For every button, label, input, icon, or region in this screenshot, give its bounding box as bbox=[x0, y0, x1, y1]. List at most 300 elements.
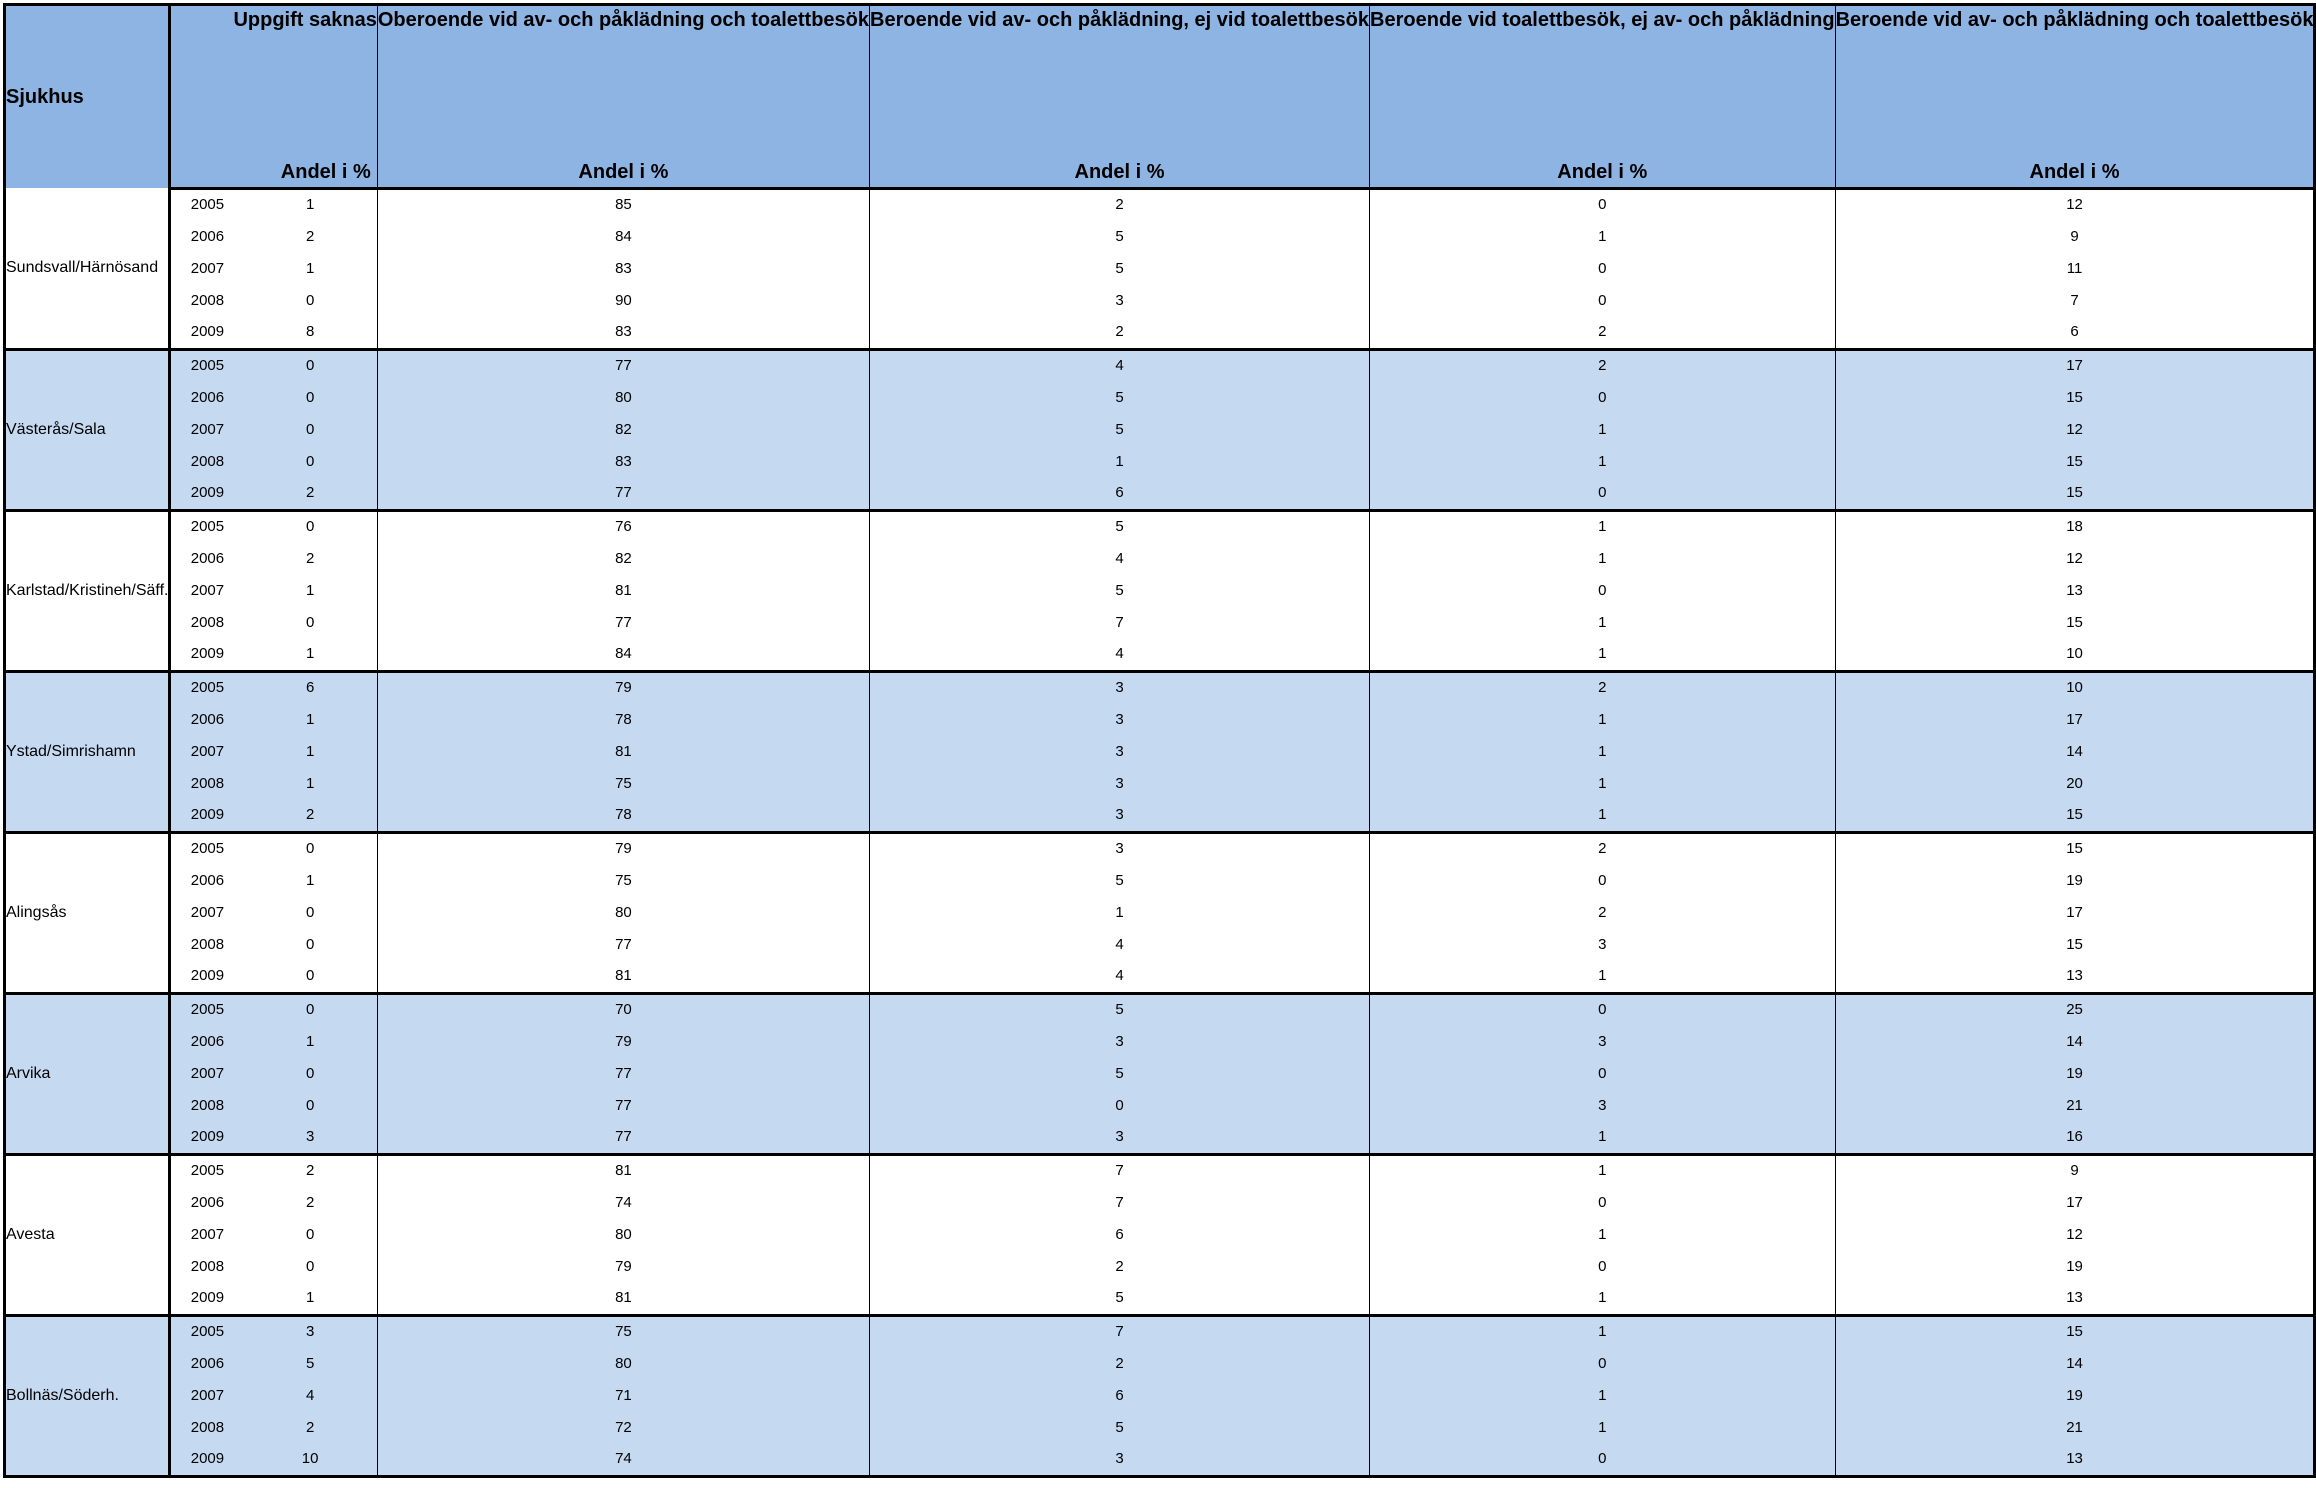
value-cell: 0 bbox=[1370, 1186, 1836, 1218]
table-row bbox=[5, 1121, 2315, 1154]
value-cell: 1 bbox=[1370, 1154, 1836, 1186]
unit-label: Andel i % bbox=[1835, 157, 2315, 189]
table-row bbox=[5, 1282, 2315, 1315]
hospital-name: Karlstad/Kristineh/Säff. bbox=[5, 510, 170, 671]
value-cell: 77 bbox=[377, 349, 869, 381]
table-row bbox=[5, 1057, 2315, 1089]
table-row bbox=[5, 1025, 2315, 1057]
value-cell: 74 bbox=[377, 1186, 869, 1218]
value-cell: 3 bbox=[243, 1121, 377, 1154]
unit-label: Andel i % bbox=[377, 157, 869, 189]
value-cell: 1 bbox=[243, 638, 377, 671]
year-cell: 2007 bbox=[170, 413, 243, 445]
table-row bbox=[5, 510, 2315, 542]
value-cell: 6 bbox=[870, 1218, 1370, 1250]
value-cell: 0 bbox=[243, 510, 377, 542]
value-cell: 81 bbox=[377, 960, 869, 993]
year-cell: 2008 bbox=[170, 445, 243, 477]
value-cell: 82 bbox=[377, 413, 869, 445]
value-cell: 2 bbox=[870, 1250, 1370, 1282]
year-cell: 2006 bbox=[170, 1347, 243, 1379]
value-cell: 81 bbox=[377, 1282, 869, 1315]
year-cell: 2008 bbox=[170, 767, 243, 799]
value-cell: 0 bbox=[1370, 1057, 1836, 1089]
value-cell: 10 bbox=[1835, 671, 2315, 703]
value-cell: 78 bbox=[377, 799, 869, 832]
value-cell: 1 bbox=[1370, 413, 1836, 445]
table-row bbox=[5, 188, 2315, 220]
value-cell: 85 bbox=[377, 188, 869, 220]
hospital-name: Ystad/Simrishamn bbox=[5, 671, 170, 832]
value-cell: 19 bbox=[1835, 864, 2315, 896]
value-cell: 3 bbox=[870, 1443, 1370, 1476]
value-cell: 79 bbox=[377, 832, 869, 864]
value-cell: 5 bbox=[243, 1347, 377, 1379]
year-cell: 2005 bbox=[170, 832, 243, 864]
value-cell: 3 bbox=[870, 799, 1370, 832]
value-cell: 15 bbox=[1835, 928, 2315, 960]
value-cell: 13 bbox=[1835, 1443, 2315, 1476]
value-cell: 0 bbox=[1370, 477, 1836, 510]
value-cell: 2 bbox=[1370, 832, 1836, 864]
value-cell: 14 bbox=[1835, 1025, 2315, 1057]
value-cell: 0 bbox=[1370, 1443, 1836, 1476]
year-cell: 2007 bbox=[170, 252, 243, 284]
table-row bbox=[5, 413, 2315, 445]
value-cell: 1 bbox=[1370, 445, 1836, 477]
value-cell: 1 bbox=[1370, 1282, 1836, 1315]
year-cell: 2006 bbox=[170, 1186, 243, 1218]
table-body bbox=[5, 188, 2315, 1476]
value-cell: 17 bbox=[1835, 349, 2315, 381]
table-row bbox=[5, 671, 2315, 703]
table-row bbox=[5, 1218, 2315, 1250]
table-row bbox=[5, 381, 2315, 413]
value-cell: 3 bbox=[870, 703, 1370, 735]
value-cell: 20 bbox=[1835, 767, 2315, 799]
value-cell: 80 bbox=[377, 1347, 869, 1379]
hospital-name: Alingsås bbox=[5, 832, 170, 993]
value-cell: 3 bbox=[870, 1121, 1370, 1154]
unit-label: Andel i % bbox=[170, 157, 377, 189]
hospital-name: Bollnäs/Söderh. bbox=[5, 1315, 170, 1476]
value-cell: 0 bbox=[1370, 188, 1836, 220]
value-cell: 5 bbox=[870, 220, 1370, 252]
value-cell: 1 bbox=[1370, 1411, 1836, 1443]
column-header-toilet-dependent: Beroende vid toalettbesök, ej av- och påklädning bbox=[1370, 5, 1836, 157]
value-cell: 0 bbox=[1370, 864, 1836, 896]
value-cell: 1 bbox=[1370, 1379, 1836, 1411]
value-cell: 0 bbox=[243, 896, 377, 928]
unit-label: Andel i % bbox=[1370, 157, 1836, 189]
value-cell: 6 bbox=[1835, 316, 2315, 349]
value-cell: 70 bbox=[377, 993, 869, 1025]
value-cell: 2 bbox=[1370, 896, 1836, 928]
value-cell: 0 bbox=[243, 381, 377, 413]
value-cell: 15 bbox=[1835, 1315, 2315, 1347]
value-cell: 0 bbox=[870, 1089, 1370, 1121]
value-cell: 77 bbox=[377, 477, 869, 510]
value-cell: 1 bbox=[243, 1025, 377, 1057]
value-cell: 0 bbox=[1370, 993, 1836, 1025]
hospital-name: Sundsvall/Härnösand bbox=[5, 188, 170, 349]
value-cell: 83 bbox=[377, 445, 869, 477]
value-cell: 13 bbox=[1835, 1282, 2315, 1315]
value-cell: 1 bbox=[243, 574, 377, 606]
table-row bbox=[5, 1089, 2315, 1121]
year-cell: 2008 bbox=[170, 1089, 243, 1121]
value-cell: 1 bbox=[870, 896, 1370, 928]
value-cell: 9 bbox=[1835, 220, 2315, 252]
year-cell: 2005 bbox=[170, 188, 243, 220]
table-row bbox=[5, 1315, 2315, 1347]
value-cell: 79 bbox=[377, 671, 869, 703]
year-cell: 2006 bbox=[170, 703, 243, 735]
value-cell: 90 bbox=[377, 284, 869, 316]
value-cell: 2 bbox=[243, 220, 377, 252]
value-cell: 15 bbox=[1835, 799, 2315, 832]
value-cell: 17 bbox=[1835, 703, 2315, 735]
value-cell: 75 bbox=[377, 1315, 869, 1347]
value-cell: 77 bbox=[377, 1089, 869, 1121]
year-cell: 2005 bbox=[170, 671, 243, 703]
year-cell: 2009 bbox=[170, 316, 243, 349]
year-cell: 2008 bbox=[170, 1411, 243, 1443]
value-cell: 1 bbox=[243, 864, 377, 896]
value-cell: 19 bbox=[1835, 1250, 2315, 1282]
value-cell: 84 bbox=[377, 220, 869, 252]
value-cell: 0 bbox=[243, 1250, 377, 1282]
hospital-column-header: Sjukhus bbox=[5, 5, 170, 189]
value-cell: 1 bbox=[1370, 510, 1836, 542]
value-cell: 5 bbox=[870, 864, 1370, 896]
value-cell: 3 bbox=[870, 832, 1370, 864]
value-cell: 1 bbox=[1370, 542, 1836, 574]
value-cell: 3 bbox=[870, 1025, 1370, 1057]
value-cell: 4 bbox=[870, 960, 1370, 993]
value-cell: 4 bbox=[870, 928, 1370, 960]
year-cell: 2007 bbox=[170, 574, 243, 606]
year-cell: 2006 bbox=[170, 1025, 243, 1057]
value-cell: 80 bbox=[377, 381, 869, 413]
value-cell: 7 bbox=[870, 1154, 1370, 1186]
year-cell: 2006 bbox=[170, 542, 243, 574]
value-cell: 77 bbox=[377, 1057, 869, 1089]
value-cell: 3 bbox=[870, 735, 1370, 767]
year-cell: 2008 bbox=[170, 928, 243, 960]
value-cell: 78 bbox=[377, 703, 869, 735]
value-cell: 5 bbox=[870, 574, 1370, 606]
value-cell: 7 bbox=[870, 1186, 1370, 1218]
value-cell: 0 bbox=[1370, 284, 1836, 316]
year-cell: 2007 bbox=[170, 896, 243, 928]
table-row bbox=[5, 735, 2315, 767]
value-cell: 21 bbox=[1835, 1411, 2315, 1443]
value-cell: 19 bbox=[1835, 1057, 2315, 1089]
table-row bbox=[5, 1411, 2315, 1443]
hospital-data-table bbox=[3, 3, 2316, 1478]
year-cell: 2008 bbox=[170, 1250, 243, 1282]
value-cell: 2 bbox=[243, 1154, 377, 1186]
year-cell: 2007 bbox=[170, 735, 243, 767]
table-row bbox=[5, 896, 2315, 928]
value-cell: 15 bbox=[1835, 477, 2315, 510]
value-cell: 74 bbox=[377, 1443, 869, 1476]
table-row bbox=[5, 832, 2315, 864]
column-header-independent: Oberoende vid av- och påklädning och toalettbesök bbox=[377, 5, 869, 157]
value-cell: 17 bbox=[1835, 896, 2315, 928]
value-cell: 1 bbox=[243, 1282, 377, 1315]
value-cell: 75 bbox=[377, 864, 869, 896]
value-cell: 80 bbox=[377, 1218, 869, 1250]
table-row bbox=[5, 1186, 2315, 1218]
year-cell: 2009 bbox=[170, 638, 243, 671]
value-cell: 5 bbox=[870, 1057, 1370, 1089]
value-cell: 84 bbox=[377, 638, 869, 671]
value-cell: 18 bbox=[1835, 510, 2315, 542]
value-cell: 12 bbox=[1835, 188, 2315, 220]
value-cell: 2 bbox=[870, 188, 1370, 220]
hospital-name: Avesta bbox=[5, 1154, 170, 1315]
column-header-dressing-dependent: Beroende vid av- och påklädning, ej vid toalettbesök bbox=[870, 5, 1370, 157]
value-cell: 75 bbox=[377, 767, 869, 799]
value-cell: 1 bbox=[1370, 799, 1836, 832]
table-row bbox=[5, 1379, 2315, 1411]
value-cell: 0 bbox=[243, 413, 377, 445]
table-row bbox=[5, 284, 2315, 316]
value-cell: 77 bbox=[377, 1121, 869, 1154]
value-cell: 2 bbox=[870, 316, 1370, 349]
value-cell: 17 bbox=[1835, 1186, 2315, 1218]
value-cell: 76 bbox=[377, 510, 869, 542]
value-cell: 2 bbox=[1370, 316, 1836, 349]
year-cell: 2007 bbox=[170, 1379, 243, 1411]
value-cell: 81 bbox=[377, 574, 869, 606]
value-cell: 1 bbox=[1370, 1218, 1836, 1250]
value-cell: 0 bbox=[1370, 1347, 1836, 1379]
year-cell: 2006 bbox=[170, 864, 243, 896]
value-cell: 0 bbox=[243, 1057, 377, 1089]
value-cell: 83 bbox=[377, 316, 869, 349]
column-header-both-dependent: Beroende vid av- och påklädning och toalettbesök bbox=[1835, 5, 2315, 157]
value-cell: 1 bbox=[1370, 960, 1836, 993]
year-cell: 2009 bbox=[170, 477, 243, 510]
year-cell: 2007 bbox=[170, 1057, 243, 1089]
value-cell: 4 bbox=[870, 542, 1370, 574]
value-cell: 0 bbox=[1370, 252, 1836, 284]
value-cell: 1 bbox=[1370, 220, 1836, 252]
year-cell: 2006 bbox=[170, 220, 243, 252]
value-cell: 1 bbox=[1370, 703, 1836, 735]
value-cell: 2 bbox=[870, 1347, 1370, 1379]
value-cell: 2 bbox=[1370, 349, 1836, 381]
value-cell: 1 bbox=[243, 767, 377, 799]
value-cell: 5 bbox=[870, 381, 1370, 413]
table-row bbox=[5, 445, 2315, 477]
value-cell: 3 bbox=[1370, 928, 1836, 960]
value-cell: 3 bbox=[870, 671, 1370, 703]
value-cell: 0 bbox=[1370, 1250, 1836, 1282]
value-cell: 3 bbox=[243, 1315, 377, 1347]
table-row bbox=[5, 960, 2315, 993]
value-cell: 3 bbox=[870, 767, 1370, 799]
value-cell: 2 bbox=[243, 1186, 377, 1218]
value-cell: 1 bbox=[1370, 1121, 1836, 1154]
value-cell: 0 bbox=[243, 349, 377, 381]
value-cell: 82 bbox=[377, 542, 869, 574]
year-cell: 2005 bbox=[170, 1154, 243, 1186]
value-cell: 13 bbox=[1835, 960, 2315, 993]
table-row bbox=[5, 864, 2315, 896]
column-header-missing: Uppgift saknas bbox=[170, 5, 377, 157]
value-cell: 71 bbox=[377, 1379, 869, 1411]
year-cell: 2005 bbox=[170, 1315, 243, 1347]
table-row bbox=[5, 477, 2315, 510]
value-cell: 10 bbox=[1835, 638, 2315, 671]
value-cell: 1 bbox=[243, 735, 377, 767]
value-cell: 2 bbox=[243, 477, 377, 510]
value-cell: 0 bbox=[243, 284, 377, 316]
value-cell: 4 bbox=[243, 1379, 377, 1411]
value-cell: 0 bbox=[1370, 574, 1836, 606]
value-cell: 5 bbox=[870, 413, 1370, 445]
value-cell: 15 bbox=[1835, 832, 2315, 864]
value-cell: 3 bbox=[1370, 1089, 1836, 1121]
table-row bbox=[5, 252, 2315, 284]
value-cell: 7 bbox=[870, 1315, 1370, 1347]
year-cell: 2009 bbox=[170, 799, 243, 832]
year-cell: 2009 bbox=[170, 960, 243, 993]
value-cell: 72 bbox=[377, 1411, 869, 1443]
value-cell: 2 bbox=[243, 799, 377, 832]
table-row bbox=[5, 220, 2315, 252]
table-row bbox=[5, 799, 2315, 832]
value-cell: 77 bbox=[377, 928, 869, 960]
value-cell: 6 bbox=[870, 477, 1370, 510]
value-cell: 6 bbox=[870, 1379, 1370, 1411]
value-cell: 2 bbox=[243, 542, 377, 574]
value-cell: 5 bbox=[870, 993, 1370, 1025]
year-cell: 2008 bbox=[170, 606, 243, 638]
value-cell: 10 bbox=[243, 1443, 377, 1476]
unit-label: Andel i % bbox=[870, 157, 1370, 189]
value-cell: 4 bbox=[870, 349, 1370, 381]
value-cell: 0 bbox=[243, 960, 377, 993]
value-cell: 0 bbox=[243, 606, 377, 638]
year-cell: 2007 bbox=[170, 1218, 243, 1250]
value-cell: 1 bbox=[1370, 606, 1836, 638]
year-cell: 2009 bbox=[170, 1121, 243, 1154]
value-cell: 7 bbox=[870, 606, 1370, 638]
table-row bbox=[5, 638, 2315, 671]
value-cell: 0 bbox=[243, 1218, 377, 1250]
value-cell: 81 bbox=[377, 735, 869, 767]
value-cell: 6 bbox=[243, 671, 377, 703]
year-cell: 2006 bbox=[170, 381, 243, 413]
value-cell: 14 bbox=[1835, 735, 2315, 767]
value-cell: 0 bbox=[243, 445, 377, 477]
value-cell: 0 bbox=[243, 993, 377, 1025]
table-row bbox=[5, 349, 2315, 381]
value-cell: 1 bbox=[1370, 1315, 1836, 1347]
table-row bbox=[5, 316, 2315, 349]
value-cell: 13 bbox=[1835, 574, 2315, 606]
table-row bbox=[5, 574, 2315, 606]
value-cell: 21 bbox=[1835, 1089, 2315, 1121]
value-cell: 5 bbox=[870, 1282, 1370, 1315]
table-row bbox=[5, 1443, 2315, 1476]
table-row bbox=[5, 928, 2315, 960]
value-cell: 15 bbox=[1835, 381, 2315, 413]
hospital-name: Arvika bbox=[5, 993, 170, 1154]
table-row bbox=[5, 993, 2315, 1025]
value-cell: 77 bbox=[377, 606, 869, 638]
value-cell: 12 bbox=[1835, 542, 2315, 574]
value-cell: 79 bbox=[377, 1025, 869, 1057]
value-cell: 0 bbox=[1370, 381, 1836, 413]
table-row bbox=[5, 542, 2315, 574]
year-cell: 2005 bbox=[170, 993, 243, 1025]
value-cell: 5 bbox=[870, 510, 1370, 542]
value-cell: 25 bbox=[1835, 993, 2315, 1025]
value-cell: 11 bbox=[1835, 252, 2315, 284]
value-cell: 81 bbox=[377, 1154, 869, 1186]
unit-row bbox=[5, 157, 2315, 189]
value-cell: 1 bbox=[243, 703, 377, 735]
value-cell: 14 bbox=[1835, 1347, 2315, 1379]
value-cell: 15 bbox=[1835, 606, 2315, 638]
value-cell: 12 bbox=[1835, 413, 2315, 445]
year-cell: 2005 bbox=[170, 510, 243, 542]
value-cell: 16 bbox=[1835, 1121, 2315, 1154]
value-cell: 1 bbox=[1370, 638, 1836, 671]
value-cell: 3 bbox=[870, 284, 1370, 316]
table-row bbox=[5, 703, 2315, 735]
value-cell: 1 bbox=[243, 252, 377, 284]
value-cell: 19 bbox=[1835, 1379, 2315, 1411]
table-row bbox=[5, 1347, 2315, 1379]
table-row bbox=[5, 606, 2315, 638]
value-cell: 1 bbox=[1370, 767, 1836, 799]
value-cell: 1 bbox=[1370, 735, 1836, 767]
header-row bbox=[5, 5, 2315, 157]
value-cell: 9 bbox=[1835, 1154, 2315, 1186]
table-row bbox=[5, 767, 2315, 799]
value-cell: 79 bbox=[377, 1250, 869, 1282]
value-cell: 12 bbox=[1835, 1218, 2315, 1250]
value-cell: 83 bbox=[377, 252, 869, 284]
value-cell: 0 bbox=[243, 928, 377, 960]
table-row bbox=[5, 1154, 2315, 1186]
value-cell: 2 bbox=[243, 1411, 377, 1443]
value-cell: 8 bbox=[243, 316, 377, 349]
value-cell: 0 bbox=[243, 1089, 377, 1121]
value-cell: 5 bbox=[870, 252, 1370, 284]
value-cell: 1 bbox=[870, 445, 1370, 477]
year-cell: 2005 bbox=[170, 349, 243, 381]
value-cell: 5 bbox=[870, 1411, 1370, 1443]
year-cell: 2009 bbox=[170, 1443, 243, 1476]
year-cell: 2008 bbox=[170, 284, 243, 316]
year-cell: 2009 bbox=[170, 1282, 243, 1315]
value-cell: 3 bbox=[1370, 1025, 1836, 1057]
value-cell: 15 bbox=[1835, 445, 2315, 477]
hospital-name: Västerås/Sala bbox=[5, 349, 170, 510]
value-cell: 7 bbox=[1835, 284, 2315, 316]
table-row bbox=[5, 1250, 2315, 1282]
value-cell: 1 bbox=[243, 188, 377, 220]
value-cell: 80 bbox=[377, 896, 869, 928]
